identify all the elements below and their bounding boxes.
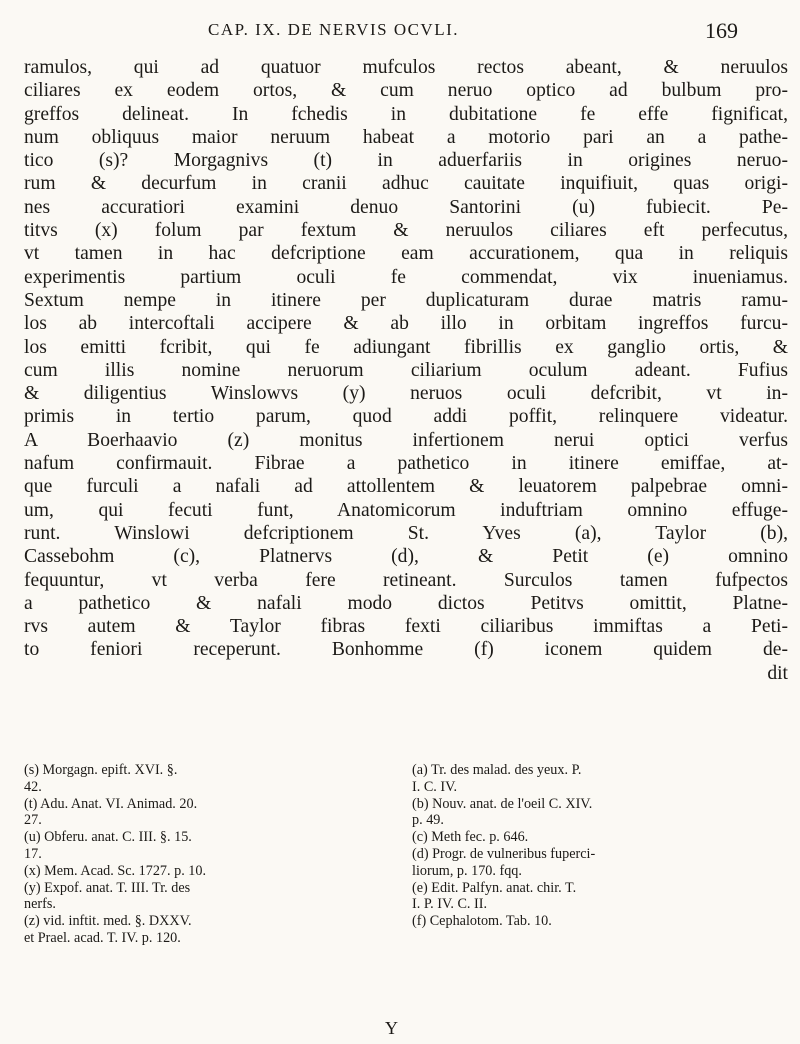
text-line: que furculi a nafali ad attollentem & leuatorem palpebrae omni- [24, 476, 788, 498]
footnotes-left-column [24, 762, 394, 947]
text-line: to feniori receperunt. Bonhomme (f) iconem quidem de- [24, 639, 788, 661]
text-line: & diligentius Winslowvs (y) neruos oculi defcribit, vt in- [24, 383, 788, 405]
main-text [24, 56, 788, 685]
footnote-line: liorum, p. 170. fqq. [412, 862, 522, 879]
catchword: dit [767, 662, 788, 684]
text-line: runt. Winslowi defcriptionem St. Yves (a), Taylor (b), [24, 522, 788, 544]
page-number: 169 [705, 18, 738, 43]
text-line: um, qui fecuti funt, Anatomicorum induftriam omnino effuge- [24, 499, 788, 521]
text-line: rum & decurfum in cranii adhuc cauitate inquifiuit, quas origi- [24, 173, 788, 195]
footnote-line: 17. [24, 845, 42, 862]
text-line: Cassebohm (c), Platnervs (d), & Petit (e) omnino [24, 546, 788, 568]
text-line: los emitti fcribit, qui fe adiungant fibrillis ex ganglio ortis, & [24, 336, 788, 358]
text-line: num obliquus maior neruum habeat a motorio pari an a pathe- [24, 126, 788, 148]
footnote-line: (e) Edit. Palfyn. anat. chir. T. [412, 879, 577, 896]
text-line: experimentis partium oculi fe commendat, vix inueniamus. [24, 266, 788, 288]
footnote-line: I. C. IV. [412, 778, 458, 795]
text-line: nafum confirmauit. Fibrae a pathetico in itinere emiffae, at- [24, 453, 788, 475]
footnote-line: (y) Expof. anat. T. III. Tr. des [24, 879, 191, 896]
footnote-line: (f) Cephalotom. Tab. 10. [412, 913, 552, 930]
text-line: titvs (x) folum par fextum & neruulos ciliares eft perfecutus, [24, 220, 788, 242]
text-line: cum illis nomine neruorum ciliarium oculum adeant. Fufius [24, 359, 788, 381]
footnote-line: p. 49. [412, 812, 444, 829]
footnote-line: (t) Adu. Anat. VI. Animad. 20. [24, 795, 198, 812]
footnote-line: (d) Progr. de vulneribus fuperci- [412, 845, 596, 862]
footnote-line: 42. [24, 778, 42, 795]
text-line: greffos delineat. In fchedis in dubitatione fe effe fignificat, [24, 103, 788, 125]
text-line: Sextum nempe in itinere per duplicaturam durae matris ramu- [24, 289, 788, 311]
footnote-line: (x) Mem. Acad. Sc. 1727. p. 10. [24, 862, 207, 879]
text-line: a pathetico & nafali modo dictos Petitvs omittit, Platne- [24, 592, 788, 614]
text-line: A Boerhaavio (z) monitus infertionem nerui optici verfus [24, 429, 788, 451]
text-line: los ab intercoftali accipere & ab illo in orbitam ingreffos furcu- [24, 313, 788, 335]
text-line: nes accuratiori examini denuo Santorini (u) fubiecit. Pe- [24, 196, 788, 218]
footnote-line: et Prael. acad. T. IV. p. 120. [24, 929, 181, 946]
footnote-line: (u) Obferu. anat. C. III. §. 15. [24, 829, 192, 846]
text-line: primis in tertio parum, quod addi poffit, relinquere videatur. [24, 406, 788, 428]
footnote-line: (s) Morgagn. epift. XVI. §. [24, 762, 178, 778]
text-line: ciliares ex eodem ortos, & cum neruo optico ad bulbum pro- [24, 80, 788, 102]
text-line: tico (s)? Morgagnivs (t) in aduerfariis in origines neruo- [24, 150, 788, 172]
footnote-line: (a) Tr. des malad. des yeux. P. [412, 762, 582, 778]
footnote-line: I. P. IV. C. II. [412, 896, 488, 913]
signature-mark: Y [385, 1018, 398, 1038]
footnotes-right-column [412, 762, 788, 930]
running-header [88, 18, 738, 48]
footnote-line: (z) vid. inftit. med. §. DXXV. [24, 913, 192, 930]
footnote-line: 27. [24, 812, 42, 829]
footnote-line: nerfs. [24, 896, 56, 913]
text-line: rvs autem & Taylor fibras fexti ciliaribus immiftas a Peti- [24, 616, 788, 638]
text-line: ramulos, qui ad quatuor mufculos rectos abeant, & neruulos [24, 57, 788, 78]
text-line: vt tamen in hac defcriptione eam accurationem, qua in reliquis [24, 243, 788, 265]
footnote-line: (b) Nouv. anat. de l'oeil C. XIV. [412, 795, 593, 812]
footnote-line: (c) Meth fec. p. 646. [412, 829, 529, 846]
text-line: fequuntur, vt verba fere retineant. Surculos tamen fufpectos [24, 569, 788, 591]
running-title: CAP. IX. DE NERVIS OCVLI. [208, 20, 460, 39]
